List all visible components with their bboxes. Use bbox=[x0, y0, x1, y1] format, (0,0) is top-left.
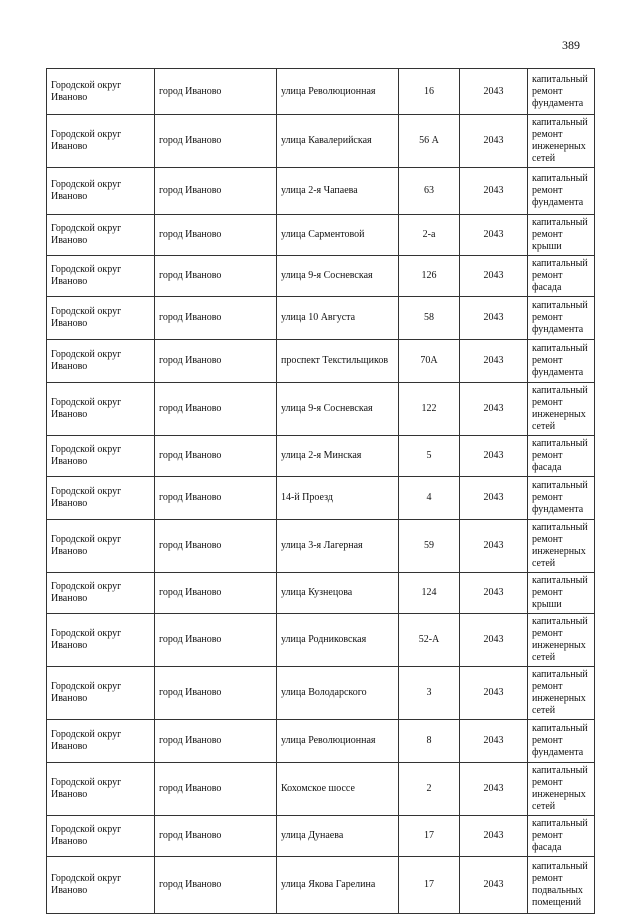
city-cell: город Иваново bbox=[155, 383, 277, 436]
district-cell: Городской округ Иваново bbox=[47, 763, 155, 816]
house-number-cell: 5 bbox=[399, 436, 460, 477]
year-cell: 2043 bbox=[460, 667, 528, 720]
street-cell: улица Родниковская bbox=[277, 614, 399, 667]
district-cell: Городской округ Иваново bbox=[47, 115, 155, 168]
street-cell: улица 3-я Лагерная bbox=[277, 520, 399, 573]
work-type-cell: капитальный ремонт фасада bbox=[528, 436, 595, 477]
table-body bbox=[47, 69, 595, 914]
city-cell: город Иваново bbox=[155, 340, 277, 383]
year-cell: 2043 bbox=[460, 69, 528, 115]
work-type-cell: капитальный ремонт фундамента bbox=[528, 297, 595, 340]
work-type-cell: капитальный ремонт инженерных сетей bbox=[528, 115, 595, 168]
repair-schedule-table bbox=[46, 68, 595, 914]
table-row bbox=[47, 256, 595, 297]
district-cell: Городской округ Иваново bbox=[47, 614, 155, 667]
table-row bbox=[47, 69, 595, 115]
year-cell: 2043 bbox=[460, 383, 528, 436]
year-cell: 2043 bbox=[460, 340, 528, 383]
year-cell: 2043 bbox=[460, 614, 528, 667]
street-cell: улица Дунаева bbox=[277, 816, 399, 857]
district-cell: Городской округ Иваново bbox=[47, 720, 155, 763]
district-cell: Городской округ Иваново bbox=[47, 168, 155, 215]
work-type-cell: капитальный ремонт инженерных сетей bbox=[528, 614, 595, 667]
city-cell: город Иваново bbox=[155, 816, 277, 857]
house-number-cell: 56 А bbox=[399, 115, 460, 168]
district-cell: Городской округ Иваново bbox=[47, 667, 155, 720]
district-cell: Городской округ Иваново bbox=[47, 520, 155, 573]
street-cell: улица Володарского bbox=[277, 667, 399, 720]
house-number-cell: 17 bbox=[399, 816, 460, 857]
work-type-cell: капитальный ремонт инженерных сетей bbox=[528, 667, 595, 720]
year-cell: 2043 bbox=[460, 168, 528, 215]
table-row bbox=[47, 573, 595, 614]
street-cell: улица 2-я Минская bbox=[277, 436, 399, 477]
city-cell: город Иваново bbox=[155, 477, 277, 520]
street-cell: улица Якова Гарелина bbox=[277, 857, 399, 914]
work-type-cell: капитальный ремонт фундамента bbox=[528, 477, 595, 520]
year-cell: 2043 bbox=[460, 573, 528, 614]
work-type-cell: капитальный ремонт инженерных сетей bbox=[528, 520, 595, 573]
year-cell: 2043 bbox=[460, 215, 528, 256]
work-type-cell: капитальный ремонт фасада bbox=[528, 256, 595, 297]
table-row bbox=[47, 436, 595, 477]
year-cell: 2043 bbox=[460, 297, 528, 340]
table-row bbox=[47, 614, 595, 667]
work-type-cell: капитальный ремонт крыши bbox=[528, 215, 595, 256]
house-number-cell: 8 bbox=[399, 720, 460, 763]
table-row bbox=[47, 115, 595, 168]
street-cell: улица 2-я Чапаева bbox=[277, 168, 399, 215]
district-cell: Городской округ Иваново bbox=[47, 215, 155, 256]
house-number-cell: 4 bbox=[399, 477, 460, 520]
district-cell: Городской округ Иваново bbox=[47, 383, 155, 436]
table-row bbox=[47, 816, 595, 857]
street-cell: улица Кавалерийская bbox=[277, 115, 399, 168]
street-cell: Кохомское шоссе bbox=[277, 763, 399, 816]
work-type-cell: капитальный ремонт инженерных сетей bbox=[528, 763, 595, 816]
year-cell: 2043 bbox=[460, 115, 528, 168]
house-number-cell: 122 bbox=[399, 383, 460, 436]
city-cell: город Иваново bbox=[155, 614, 277, 667]
city-cell: город Иваново bbox=[155, 667, 277, 720]
house-number-cell: 126 bbox=[399, 256, 460, 297]
house-number-cell: 16 bbox=[399, 69, 460, 115]
city-cell: город Иваново bbox=[155, 763, 277, 816]
year-cell: 2043 bbox=[460, 436, 528, 477]
work-type-cell: капитальный ремонт фундамента bbox=[528, 69, 595, 115]
year-cell: 2043 bbox=[460, 816, 528, 857]
district-cell: Городской округ Иваново bbox=[47, 69, 155, 115]
house-number-cell: 52-А bbox=[399, 614, 460, 667]
table-row bbox=[47, 763, 595, 816]
district-cell: Городской округ Иваново bbox=[47, 573, 155, 614]
house-number-cell: 3 bbox=[399, 667, 460, 720]
year-cell: 2043 bbox=[460, 520, 528, 573]
work-type-cell: капитальный ремонт фундамента bbox=[528, 720, 595, 763]
street-cell: 14-й Проезд bbox=[277, 477, 399, 520]
work-type-cell: капитальный ремонт инженерных сетей bbox=[528, 383, 595, 436]
district-cell: Городской округ Иваново bbox=[47, 477, 155, 520]
city-cell: город Иваново bbox=[155, 857, 277, 914]
work-type-cell: капитальный ремонт крыши bbox=[528, 573, 595, 614]
table-row bbox=[47, 215, 595, 256]
work-type-cell: капитальный ремонт фасада bbox=[528, 816, 595, 857]
work-type-cell: капитальный ремонт подвальных помещений bbox=[528, 857, 595, 914]
house-number-cell: 17 bbox=[399, 857, 460, 914]
house-number-cell: 59 bbox=[399, 520, 460, 573]
house-number-cell: 2-а bbox=[399, 215, 460, 256]
table-row bbox=[47, 297, 595, 340]
street-cell: улица 10 Августа bbox=[277, 297, 399, 340]
street-cell: улица Кузнецова bbox=[277, 573, 399, 614]
house-number-cell: 124 bbox=[399, 573, 460, 614]
street-cell: улица 9-я Сосневская bbox=[277, 256, 399, 297]
year-cell: 2043 bbox=[460, 256, 528, 297]
table-row bbox=[47, 168, 595, 215]
street-cell: проспект Текстильщиков bbox=[277, 340, 399, 383]
district-cell: Городской округ Иваново bbox=[47, 436, 155, 477]
table-row bbox=[47, 477, 595, 520]
table-row bbox=[47, 340, 595, 383]
table-row bbox=[47, 667, 595, 720]
table-row bbox=[47, 520, 595, 573]
district-cell: Городской округ Иваново bbox=[47, 340, 155, 383]
district-cell: Городской округ Иваново bbox=[47, 256, 155, 297]
work-type-cell: капитальный ремонт фундамента bbox=[528, 340, 595, 383]
city-cell: город Иваново bbox=[155, 256, 277, 297]
year-cell: 2043 bbox=[460, 477, 528, 520]
city-cell: город Иваново bbox=[155, 436, 277, 477]
district-cell: Городской округ Иваново bbox=[47, 297, 155, 340]
year-cell: 2043 bbox=[460, 763, 528, 816]
street-cell: улица Сарментовой bbox=[277, 215, 399, 256]
house-number-cell: 70А bbox=[399, 340, 460, 383]
district-cell: Городской округ Иваново bbox=[47, 857, 155, 914]
city-cell: город Иваново bbox=[155, 573, 277, 614]
city-cell: город Иваново bbox=[155, 115, 277, 168]
house-number-cell: 58 bbox=[399, 297, 460, 340]
city-cell: город Иваново bbox=[155, 520, 277, 573]
table-row bbox=[47, 720, 595, 763]
district-cell: Городской округ Иваново bbox=[47, 816, 155, 857]
house-number-cell: 63 bbox=[399, 168, 460, 215]
street-cell: улица 9-я Сосневская bbox=[277, 383, 399, 436]
table-row bbox=[47, 383, 595, 436]
year-cell: 2043 bbox=[460, 720, 528, 763]
city-cell: город Иваново bbox=[155, 215, 277, 256]
city-cell: город Иваново bbox=[155, 720, 277, 763]
house-number-cell: 2 bbox=[399, 763, 460, 816]
street-cell: улица Революционная bbox=[277, 720, 399, 763]
city-cell: город Иваново bbox=[155, 297, 277, 340]
city-cell: город Иваново bbox=[155, 69, 277, 115]
city-cell: город Иваново bbox=[155, 168, 277, 215]
street-cell: улица Революционная bbox=[277, 69, 399, 115]
work-type-cell: капитальный ремонт фундамента bbox=[528, 168, 595, 215]
year-cell: 2043 bbox=[460, 857, 528, 914]
page-number: 389 bbox=[562, 38, 580, 52]
